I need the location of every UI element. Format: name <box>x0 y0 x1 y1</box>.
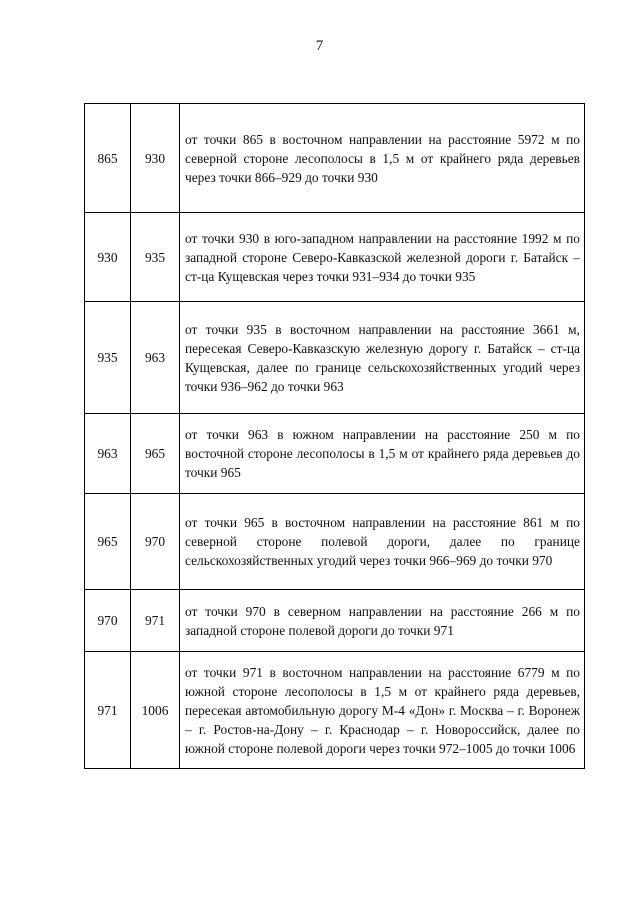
boundary-description-table <box>84 103 585 769</box>
table-row <box>85 652 585 769</box>
table-row <box>85 302 585 414</box>
route-description-cell <box>180 213 585 302</box>
table-row <box>85 104 585 213</box>
from-point-cell: 930 <box>85 213 131 302</box>
page-number: 7 <box>315 38 324 54</box>
table-row <box>85 590 585 652</box>
to-point-cell: 963 <box>131 302 180 414</box>
to-point-cell: 971 <box>131 590 180 652</box>
route-description-cell <box>180 302 585 414</box>
to-point-cell: 1006 <box>131 652 180 769</box>
route-description-cell <box>180 494 585 590</box>
from-point-cell: 963 <box>85 414 131 494</box>
route-description-text: от точки 971 в восточном направлении на расстояние 6779 м по южной стороне лесополосы в 1,5 м от крайнего ряда деревьев, пересекая автомобильную дорогу М-4 «Дон» г. Москва – г. Воронеж – г. Ростов-на-Дону – г. Краснодар – г. Новороссийск, далее по южной стороне полевой дороги через точки 972–1005 до точки 1006 <box>185 664 580 756</box>
route-description-text: от точки 963 в южном направлении на расстояние 250 м по восточной стороне лесополосы в 1,5 м от крайнего ряда деревьев до точки 965 <box>185 427 580 480</box>
from-point-cell: 965 <box>85 494 131 590</box>
to-point-cell: 965 <box>131 414 180 494</box>
route-description-cell <box>180 414 585 494</box>
route-description-text: от точки 930 в юго-западном направлении на расстояние 1992 м по западной стороне Северо-Кавказской железной дороги г. Батайск – ст-ца Кущевская через точки 931–934 до точки 935 <box>185 230 580 284</box>
table-row <box>85 494 585 590</box>
to-point-cell: 935 <box>131 213 180 302</box>
from-point-cell: 971 <box>85 652 131 769</box>
route-description-cell <box>180 590 585 652</box>
table-row <box>85 213 585 302</box>
to-point-cell: 970 <box>131 494 180 590</box>
to-point-cell: 930 <box>131 104 180 213</box>
table-row <box>85 414 585 494</box>
from-point-cell: 935 <box>85 302 131 414</box>
route-description-text: от точки 865 в восточном направлении на расстояние 5972 м по северной стороне лесополосы в 1,5 м от крайнего ряда деревьев через точки 866–929 до точки 930 <box>185 131 580 185</box>
from-point-cell: 970 <box>85 590 131 652</box>
route-description-cell <box>180 652 585 769</box>
route-description-cell <box>180 104 585 213</box>
route-description-text: от точки 935 в восточном направлении на расстояние 3661 м, пересекая Северо-Кавказскую железную дорогу г. Батайск – ст-ца Кущевская, далее по границе сельскохозяйственных угодий через точки 936–962 до точки 963 <box>185 321 580 394</box>
from-point-cell: 865 <box>85 104 131 213</box>
route-description-text: от точки 970 в северном направлении на расстояние 266 м по западной стороне полевой дороги до точки 971 <box>185 603 580 638</box>
route-description-text: от точки 965 в восточном направлении на расстояние 861 м по северной стороне полевой дороги, далее по границе сельскохозяйственных угодий через точки 966–969 до точки 970 <box>185 515 580 568</box>
